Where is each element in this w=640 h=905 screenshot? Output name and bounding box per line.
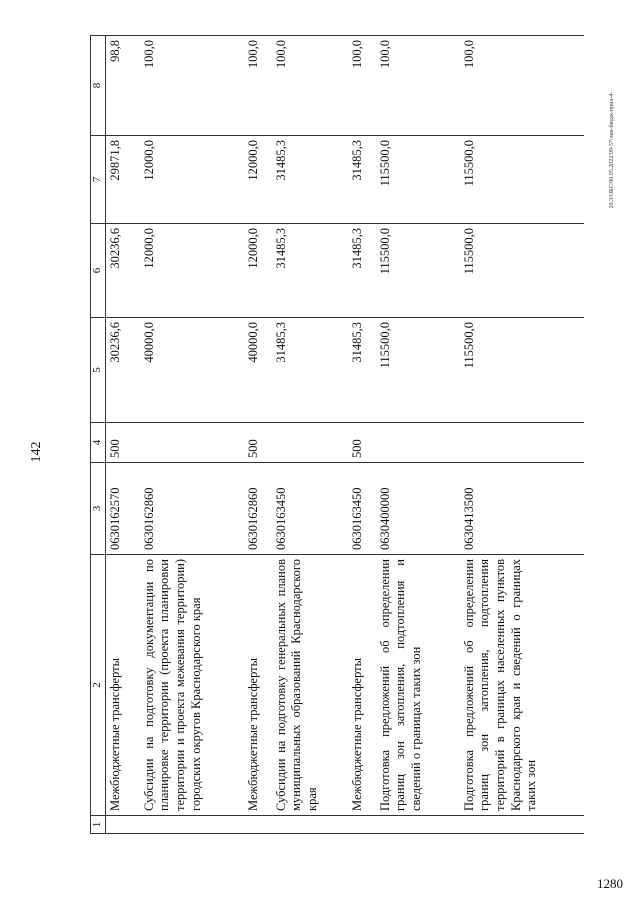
cell-value-8: 98,8 xyxy=(105,36,140,136)
header-col-4: 4 xyxy=(91,423,106,463)
cell-value-8: 100,0 xyxy=(376,36,460,136)
cell-description: Межбюджетные трансферты xyxy=(244,555,272,816)
cell-description: Межбюджетные трансферты xyxy=(105,555,140,816)
cell-value-6: 12000,0 xyxy=(140,224,244,318)
cell-type xyxy=(140,423,244,463)
header-col-3: 3 xyxy=(91,463,106,555)
cell-index xyxy=(376,816,460,834)
cell-value-6: 30236,6 xyxy=(105,224,140,318)
cell-type: 500 xyxy=(244,423,272,463)
cell-code: 0630162860 xyxy=(140,463,244,555)
cell-type: 500 xyxy=(105,423,140,463)
cell-type: 500 xyxy=(348,423,376,463)
table-row xyxy=(348,36,376,834)
cell-code: 0630163450 xyxy=(272,463,348,555)
cell-description: Субсидии на подготовку генеральных планов муниципальных образований Краснодарского края xyxy=(272,555,348,816)
header-col-6: 6 xyxy=(91,224,106,318)
cell-value-5: 30236,6 xyxy=(105,318,140,423)
cell-description: Подготовка предложений об определении границ зон затопления, подтопления территорий в границах населенных пунктов Краснодарского края и сведений о границах таких зон xyxy=(460,555,584,816)
cell-value-6: 31485,3 xyxy=(348,224,376,318)
cell-index xyxy=(140,816,244,834)
table-row xyxy=(460,36,584,834)
cell-value-7: 29871,8 xyxy=(105,136,140,224)
cell-index xyxy=(272,816,348,834)
cell-value-5: 31485,3 xyxy=(272,318,348,423)
cell-value-7: 115500,0 xyxy=(460,136,584,224)
table-row xyxy=(140,36,244,834)
table-row xyxy=(376,36,460,834)
cell-index xyxy=(460,816,584,834)
table-row xyxy=(272,36,348,834)
table-row xyxy=(244,36,272,834)
header-col-5: 5 xyxy=(91,318,106,423)
cell-code: 0630162860 xyxy=(244,463,272,555)
cell-value-5: 115500,0 xyxy=(460,318,584,423)
cell-value-5: 40000,0 xyxy=(140,318,244,423)
cell-description: Субсидии на подготовку документации по планировке территории (проекта планировки территории и проекта межевания территории) городских округов Краснодарского края xyxy=(140,555,244,816)
cell-value-6: 31485,3 xyxy=(272,224,348,318)
cell-description: Подготовка предложений об определении границ зон затопления, подтопления и сведений о границах таких зон xyxy=(376,555,460,816)
cell-type xyxy=(460,423,584,463)
cell-type xyxy=(272,423,348,463)
footer-code: 20.3/ОБС/90.05.2022/09-57/лен-бюдж-прил-4- xyxy=(609,91,615,209)
cell-value-5: 115500,0 xyxy=(376,318,460,423)
cell-value-8: 100,0 xyxy=(140,36,244,136)
header-col-8: 8 xyxy=(91,36,106,136)
cell-value-5: 31485,3 xyxy=(348,318,376,423)
cell-value-6: 115500,0 xyxy=(376,224,460,318)
cell-code: 0630163450 xyxy=(348,463,376,555)
rotated-table-container xyxy=(90,36,620,834)
cell-value-8: 100,0 xyxy=(460,36,584,136)
cell-index xyxy=(244,816,272,834)
cell-type xyxy=(376,423,460,463)
cell-value-7: 31485,3 xyxy=(348,136,376,224)
cell-value-7: 31485,3 xyxy=(272,136,348,224)
cell-value-8: 100,0 xyxy=(244,36,272,136)
cell-value-7: 12000,0 xyxy=(140,136,244,224)
cell-value-7: 12000,0 xyxy=(244,136,272,224)
page-number: 142 xyxy=(29,441,44,463)
sheet-number: 1280 xyxy=(597,876,623,891)
header-col-2: 2 xyxy=(91,555,106,816)
cell-value-5: 40000,0 xyxy=(244,318,272,423)
cell-index xyxy=(105,816,140,834)
cell-value-7: 115500,0 xyxy=(376,136,460,224)
cell-code: 0630400000 xyxy=(376,463,460,555)
header-col-7: 7 xyxy=(91,136,106,224)
cell-code: 0630162570 xyxy=(105,463,140,555)
header-col-1: 1 xyxy=(91,816,106,834)
cell-value-8: 100,0 xyxy=(348,36,376,136)
budget-table xyxy=(90,35,584,834)
cell-code: 0630413500 xyxy=(460,463,584,555)
cell-index xyxy=(348,816,376,834)
table-row xyxy=(105,36,140,834)
cell-value-6: 115500,0 xyxy=(460,224,584,318)
cell-value-8: 100,0 xyxy=(272,36,348,136)
header-row xyxy=(91,36,106,834)
cell-value-6: 12000,0 xyxy=(244,224,272,318)
cell-description: Межбюджетные трансферты xyxy=(348,555,376,816)
